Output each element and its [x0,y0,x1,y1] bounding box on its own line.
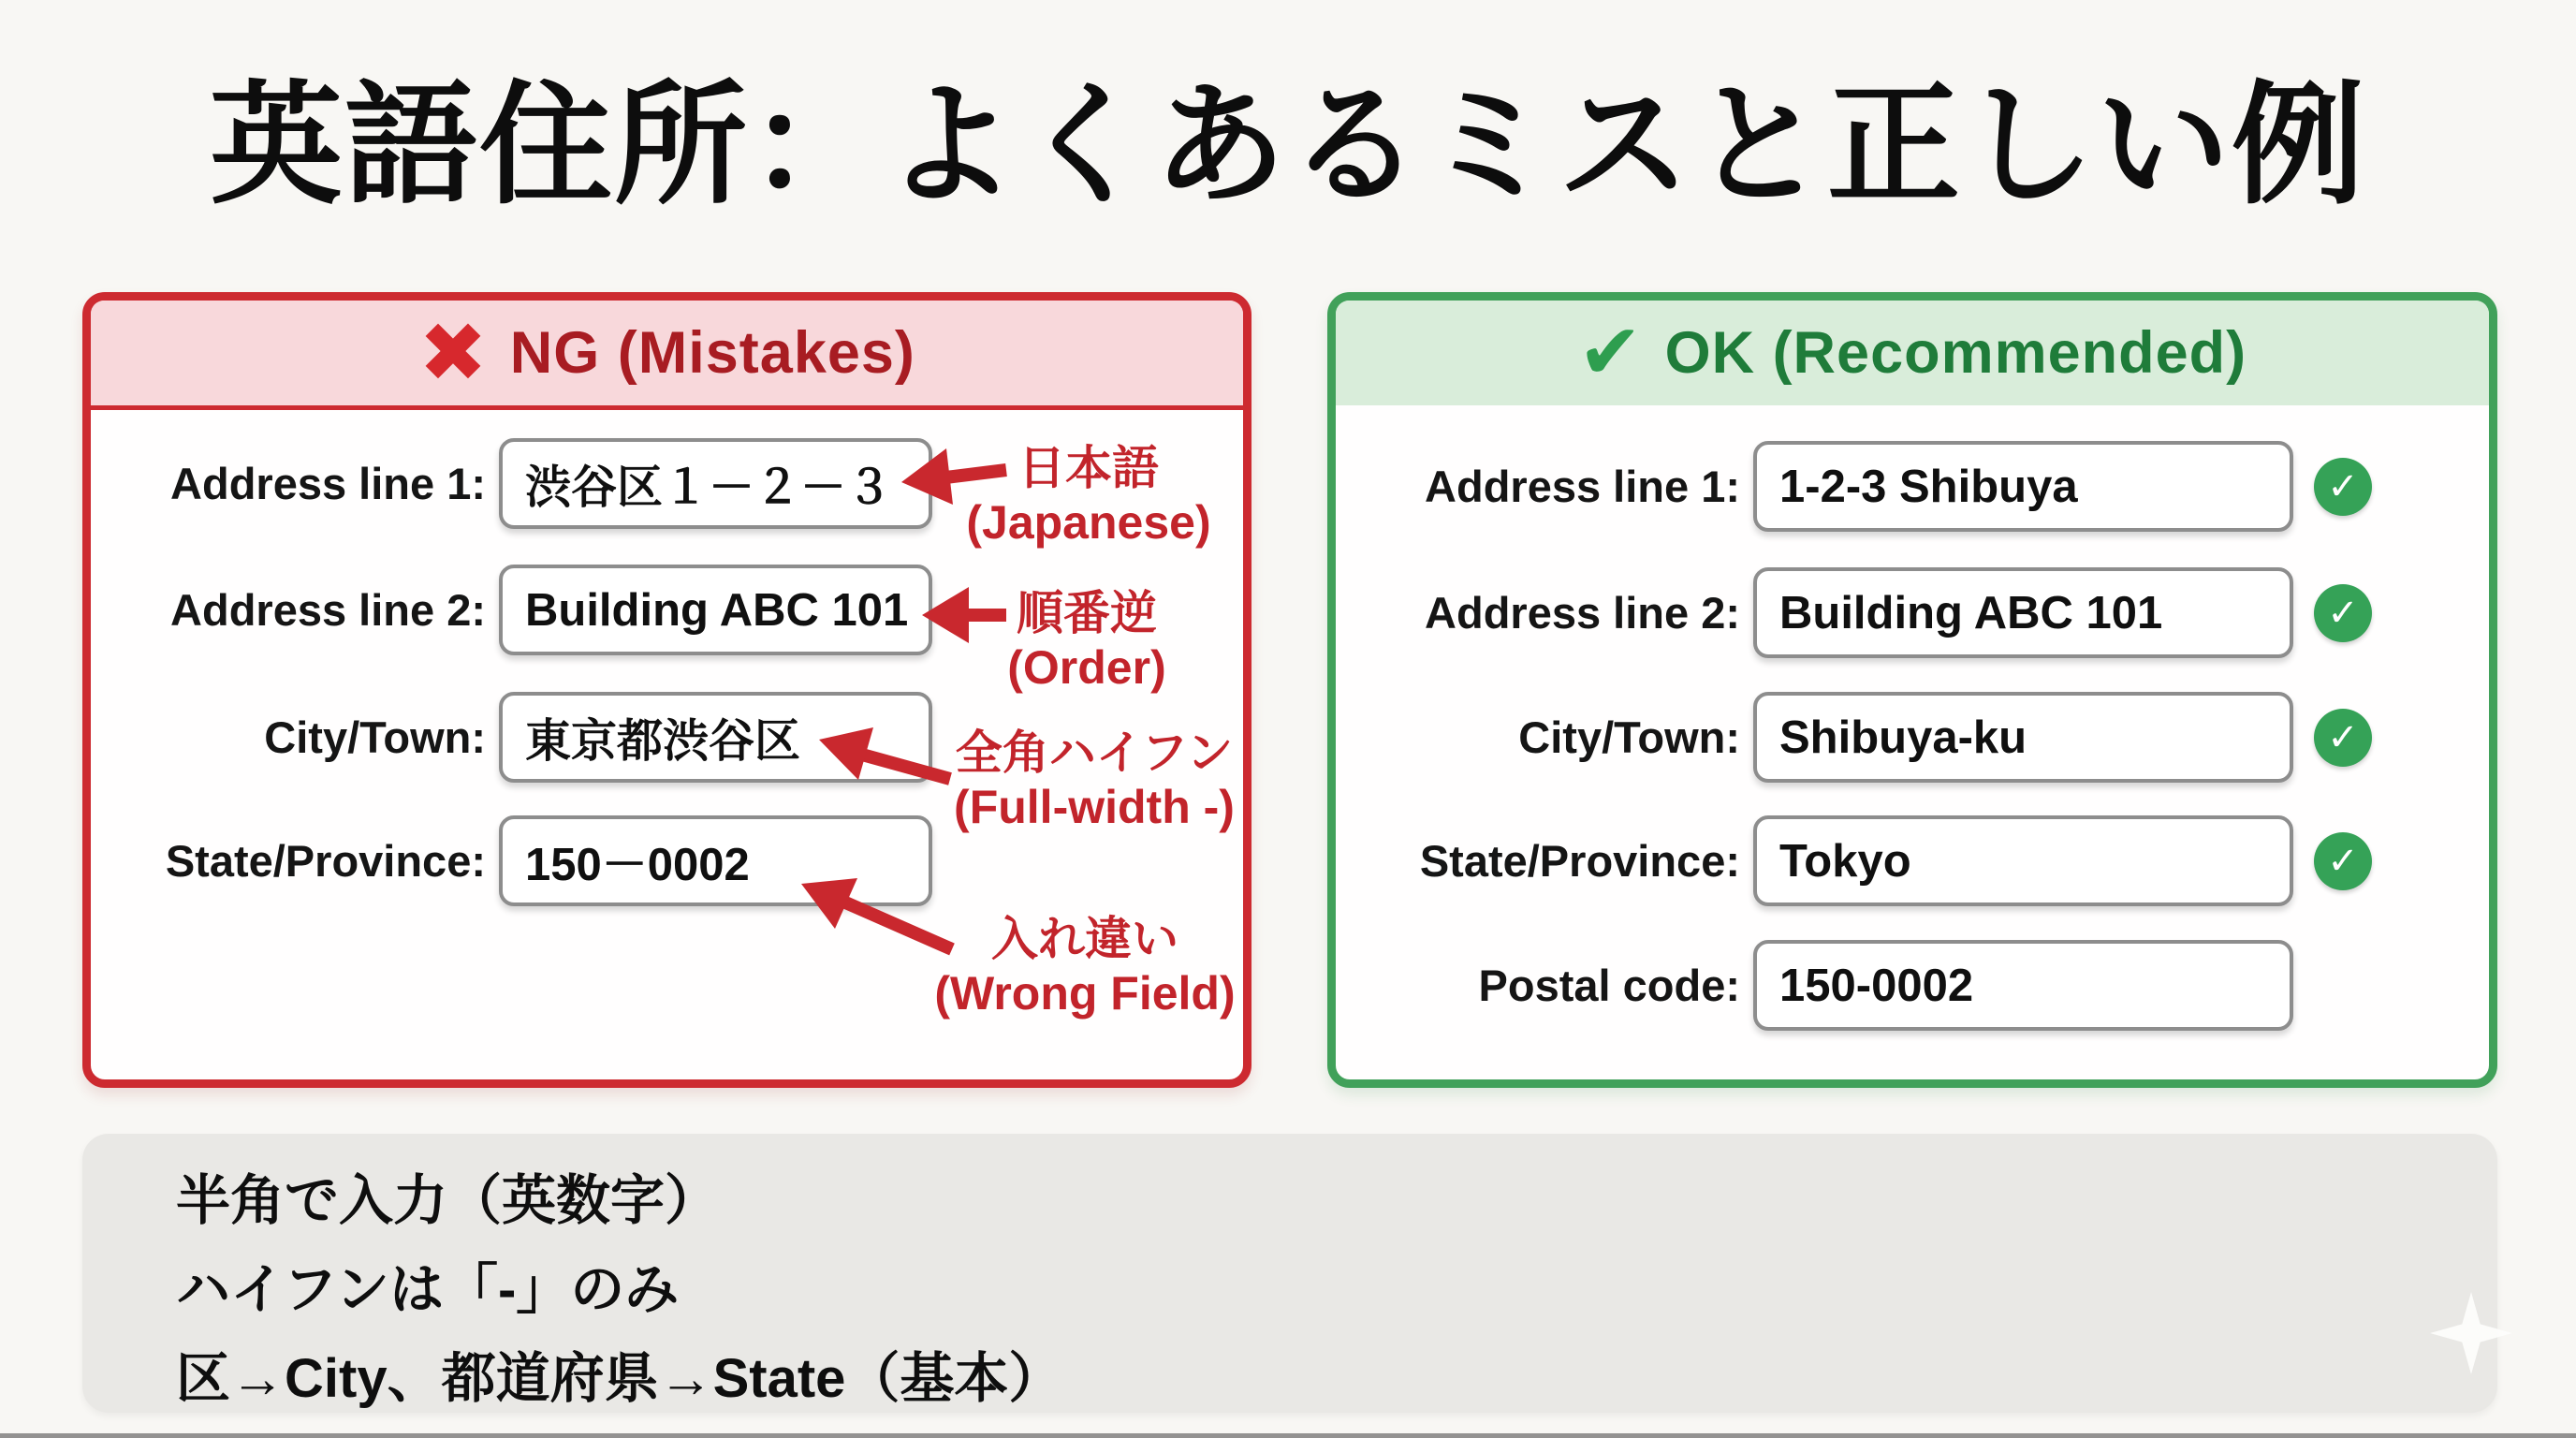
check-circle-icon: ✓ [2314,709,2372,767]
ok-panel [1327,292,2497,1088]
field-label: Postal code: [1478,961,1740,1010]
address-line-1-field [1753,441,2293,532]
annotation-jp: 入れ違い [991,913,1178,965]
scan-edge [0,1433,2576,1438]
annotation-japanese [892,441,1285,550]
check-circle-icon: ✓ [2314,458,2372,516]
check-circle-icon: ✓ [2314,832,2372,890]
postal-code-field [1753,940,2293,1031]
field-value: 1-2-3 Shibuya [1779,461,2078,512]
field-label: City/Town: [1518,712,1740,762]
annotation-en: (Japanese) [966,496,1211,549]
field-label: Address line 2: [1425,588,1740,638]
note-line: 半角で入力（英数字） [176,1170,720,1231]
field-value: Shibuya-ku [1779,712,2027,763]
city-town-field [1753,692,2293,783]
ok-panel-header [1336,301,2489,405]
note-line: 区→City、都道府県→State（基本） [176,1348,1063,1409]
cross-mark-icon: ✖ [418,306,488,399]
ok-panel-heading: OK (Recommended) [1664,320,2247,386]
address-line-2-field [1753,567,2293,658]
notes-panel [82,1134,2497,1413]
field-value: Building ABC 101 [525,584,909,636]
annotation-jp: 全角ハイフン [955,726,1234,779]
field-value: Building ABC 101 [1779,587,2163,638]
address-line-2-field [499,565,932,655]
check-circle-icon: ✓ [2314,584,2372,642]
annotation-order [890,586,1283,695]
state-province-field [1753,815,2293,906]
form-row [1336,567,2489,658]
ng-panel-heading: NG (Mistakes) [509,320,915,386]
annotation-wrong-field [874,912,1295,1020]
field-value: Tokyo [1779,835,1911,887]
form-row [1336,441,2489,532]
annotation-en: (Order) [1007,641,1166,694]
ng-panel-header [91,301,1243,410]
annotation-jp: 順番逆 [1017,587,1157,639]
field-value: 渋谷区１－２－３ [525,462,893,513]
page-title: 英語住所：よくあるミスと正しい例 [210,71,2366,220]
address-line-1-field [499,438,932,529]
annotation-en: (Wrong Field) [934,967,1236,1020]
annotation-fullwidth-hyphen [884,726,1305,834]
annotation-en: (Full-width -) [954,781,1235,833]
note-line: ハイフンは「-」のみ [176,1259,680,1320]
form-row [1336,815,2489,906]
check-mark-icon: ✔ [1577,310,1643,395]
form-row [1336,940,2489,1031]
field-label: Address line 2: [170,585,486,635]
state-province-field [499,815,932,906]
field-value: 東京都渋谷区 [525,715,801,767]
field-value: 150－0002 [525,839,750,890]
field-label: Address line 1: [170,459,486,508]
field-label: Address line 1: [1425,462,1740,511]
field-label: State/Province: [165,836,486,886]
form-row [1336,692,2489,783]
field-value: 150-0002 [1779,960,1974,1011]
field-label: City/Town: [264,712,486,762]
city-town-field [499,692,932,783]
field-label: State/Province: [1419,836,1740,886]
annotation-jp: 日本語 [1018,442,1159,494]
